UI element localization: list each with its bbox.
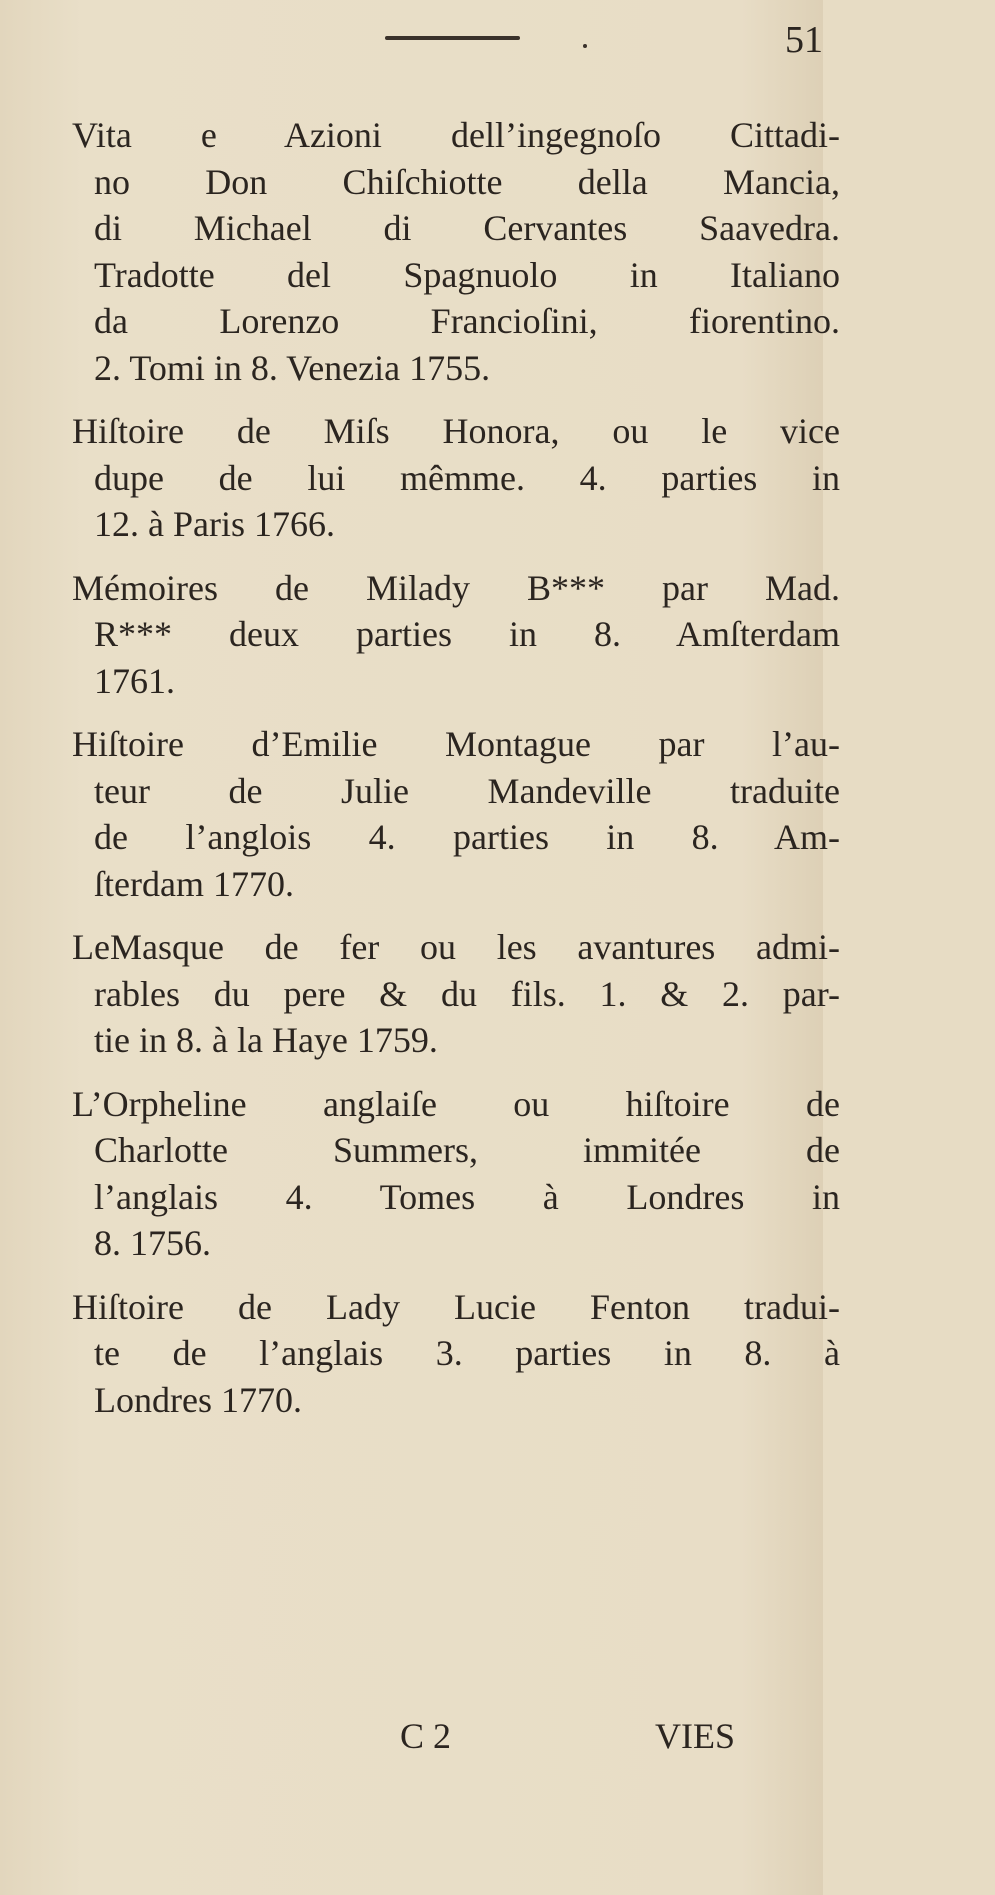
entry-line: 1761. — [94, 660, 175, 701]
entry-line: da Lorenzo Francioſini, fiorentino. — [94, 301, 840, 341]
entry-line: Hiſtoire de Lady Lucie Fenton tradui- — [72, 1286, 840, 1327]
catalogue-entry — [72, 1284, 840, 1424]
entry-line: di Michael di Cervantes Saavedra. — [94, 208, 840, 248]
catalogue-entry — [72, 1081, 840, 1267]
entry-line: de l’anglois 4. parties in 8. Am- — [94, 817, 840, 857]
entry-line: LeMasque de fer ou les avantures admi- — [72, 927, 840, 967]
entry-line: L’Orpheline anglaiſe ou hiſtoire de — [72, 1083, 840, 1124]
header-dot — [583, 44, 587, 48]
entry-line: Tradotte del Spagnuolo in Italiano — [94, 254, 840, 295]
entry-line: dupe de lui mêmme. 4. parties in — [94, 457, 840, 498]
header-rule — [385, 36, 520, 40]
catchword: VIES — [655, 1716, 735, 1756]
entry-line: no Don Chiſchiotte della Mancia, — [94, 161, 840, 202]
entry-line: te de l’anglais 3. parties in 8. à — [94, 1333, 840, 1373]
entry-line: Londres 1770. — [94, 1379, 302, 1420]
entry-line: teur de Julie Mandeville traduite — [94, 770, 840, 811]
page-number: 51 — [785, 19, 823, 61]
catalogue-entry — [72, 565, 840, 705]
entry-line: Vita e Azioni dell’ingegnoſo Cittadi- — [72, 115, 840, 155]
entry-line: tie in 8. à la Haye 1759. — [94, 1020, 438, 1060]
entry-line: 8. 1756. — [94, 1223, 211, 1263]
catalogue-entries — [72, 112, 840, 1440]
entry-line: R*** deux parties in 8. Amſterdam — [94, 614, 840, 654]
entry-line: Mémoires de Milady B*** par Mad. — [72, 567, 840, 608]
signature-mark: C 2 — [400, 1716, 452, 1756]
entry-line: l’anglais 4. Tomes à Londres in — [94, 1176, 840, 1217]
entry-line: 2. Tomi in 8. Venezia 1755. — [94, 347, 491, 388]
catalogue-entry — [72, 408, 840, 548]
entry-line: Charlotte Summers, immitée de — [94, 1130, 840, 1170]
entry-line: rables du pere & du fils. 1. & 2. par- — [94, 973, 840, 1014]
entry-line: ſterdam 1770. — [94, 863, 294, 904]
catalogue-entry — [72, 112, 840, 391]
entry-line: Hiſtoire de Miſs Honora, ou le vice — [72, 411, 840, 451]
catalogue-entry — [72, 924, 840, 1064]
catalogue-entry — [72, 721, 840, 907]
entry-line: 12. à Paris 1766. — [94, 504, 335, 544]
entry-line: Hiſtoire d’Emilie Montague par l’au- — [72, 724, 840, 764]
